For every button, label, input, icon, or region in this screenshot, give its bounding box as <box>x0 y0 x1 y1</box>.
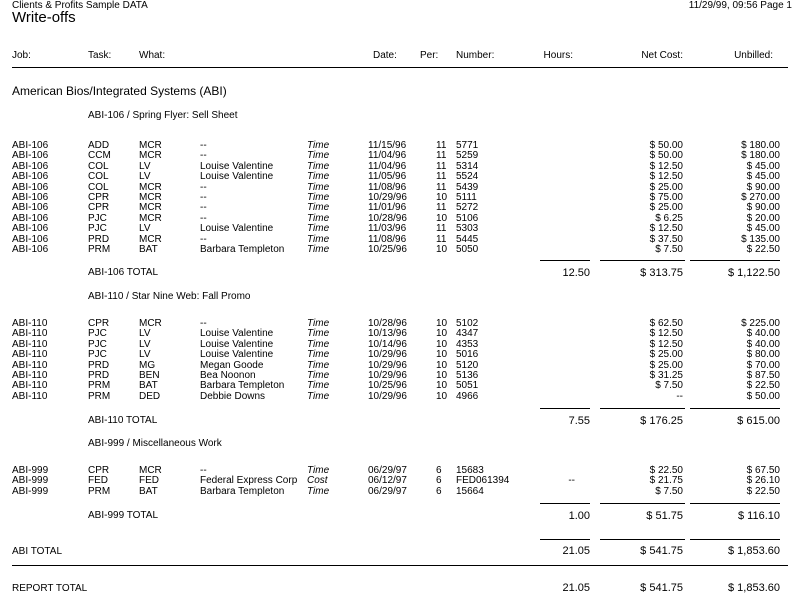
date-cell: 11/03/96 <box>368 223 407 235</box>
period-cell: 10 <box>436 212 448 224</box>
number-cell: 5524 <box>456 171 479 183</box>
number-cell: 5111 <box>456 192 477 203</box>
staff-cell: BAT <box>139 244 158 255</box>
net-cost-cell: $ 7.50 <box>655 244 683 255</box>
number-cell: 5120 <box>456 359 479 371</box>
number-cell: 15683 <box>456 465 484 476</box>
type-cell: Cost <box>307 475 328 487</box>
unbilled-cell: $ 40.00 <box>746 338 780 350</box>
total-rule-unbilled <box>690 260 780 261</box>
staff-cell: LV <box>139 171 151 183</box>
table-row <box>0 476 800 486</box>
job-cell: ABI-106 <box>12 160 49 172</box>
total-rule-hours <box>540 408 590 409</box>
job-heading: ABI-999 / Miscellaneous Work <box>88 438 222 449</box>
job-total-net: $ 313.75 <box>640 267 683 279</box>
task-cell: CPR <box>88 202 110 214</box>
description-cell: -- <box>200 181 207 193</box>
task-cell: PRM <box>88 390 111 402</box>
description-cell: -- <box>200 150 207 162</box>
col-per: Per: <box>420 50 439 61</box>
task-cell: CCM <box>88 150 111 162</box>
unbilled-cell: $ 80.00 <box>746 349 780 361</box>
client-total-rule-net <box>600 539 685 540</box>
staff-cell: MCR <box>139 233 162 245</box>
client-total-rule-unbilled <box>690 539 780 540</box>
unbilled-cell: $ 225.00 <box>741 318 780 329</box>
company-name: Clients & Profits Sample DATA <box>12 0 148 11</box>
task-cell: PJC <box>88 338 107 350</box>
date-cell: 10/29/96 <box>368 192 407 203</box>
table-row <box>0 203 800 213</box>
total-rule-net <box>600 260 685 261</box>
table-row <box>0 381 800 391</box>
client-heading: American Bios/Integrated Systems (ABI) <box>12 84 227 98</box>
period-cell: 10 <box>436 349 448 361</box>
job-total-unbilled: $ 116.10 <box>737 510 780 522</box>
description-cell: -- <box>200 202 207 214</box>
period-cell: 11 <box>436 150 447 162</box>
number-cell: 5439 <box>456 181 479 193</box>
net-cost-cell: $ 12.50 <box>649 160 683 172</box>
task-cell: COL <box>88 160 109 172</box>
job-total-hours: 7.55 <box>568 415 590 427</box>
net-cost-cell: $ 12.50 <box>649 338 683 350</box>
table-row <box>0 172 800 182</box>
staff-cell: MCR <box>139 192 162 203</box>
task-cell: PRM <box>88 380 111 392</box>
date-cell: 10/29/96 <box>368 390 407 402</box>
job-cell: ABI-106 <box>12 150 49 162</box>
job-cell: ABI-999 <box>12 485 49 497</box>
task-cell: FED <box>88 475 108 487</box>
unbilled-cell: $ 45.00 <box>746 171 780 183</box>
number-cell: 5051 <box>456 380 479 392</box>
description-cell: Bea Noonon <box>200 370 256 381</box>
number-cell: 4347 <box>456 328 479 340</box>
period-cell: 10 <box>436 380 448 392</box>
staff-cell: BAT <box>139 485 158 497</box>
description-cell: Louise Valentine <box>200 349 274 361</box>
description-cell: Megan Goode <box>200 359 264 371</box>
number-cell: 5259 <box>456 150 479 162</box>
table-row <box>0 224 800 234</box>
period-cell: 11 <box>436 140 447 151</box>
unbilled-cell: $ 67.50 <box>746 465 780 476</box>
staff-cell: MCR <box>139 202 162 214</box>
period-cell: 10 <box>436 338 448 350</box>
number-cell: 5445 <box>456 233 479 245</box>
date-cell: 10/13/96 <box>368 328 407 340</box>
unbilled-cell: $ 50.00 <box>746 390 780 402</box>
net-cost-cell: $ 7.50 <box>655 380 683 392</box>
staff-cell: BAT <box>139 380 158 392</box>
col-hours: Hours: <box>543 50 573 61</box>
task-cell: COL <box>88 171 109 183</box>
staff-cell: LV <box>139 349 151 361</box>
task-cell: PRD <box>88 370 110 381</box>
job-total-unbilled: $ 615.00 <box>737 415 780 427</box>
net-cost-cell: $ 21.75 <box>649 475 683 487</box>
task-cell: CPR <box>88 192 110 203</box>
period-cell: 6 <box>436 475 442 487</box>
description-cell: Louise Valentine <box>200 328 274 340</box>
job-cell: ABI-106 <box>12 181 49 193</box>
description-cell: Barbara Templeton <box>200 380 285 392</box>
description-cell: Debbie Downs <box>200 390 266 402</box>
date-cell: 11/15/96 <box>368 140 407 151</box>
job-cell: ABI-106 <box>12 244 49 255</box>
col-what: What: <box>139 50 166 61</box>
total-rule-unbilled <box>690 408 780 409</box>
net-cost-cell: $ 12.50 <box>649 328 683 340</box>
period-cell: 6 <box>436 485 442 497</box>
task-cell: ADD <box>88 140 110 151</box>
number-cell: 15664 <box>456 485 484 497</box>
job-cell: ABI-110 <box>12 370 48 381</box>
unbilled-cell: $ 45.00 <box>746 223 780 235</box>
date-cell: 11/04/96 <box>368 150 407 162</box>
job-cell: ABI-110 <box>12 318 48 329</box>
type-cell: Time <box>307 338 330 350</box>
net-cost-cell: -- <box>676 390 683 402</box>
total-rule-unbilled <box>690 503 780 504</box>
job-total-hours: 1.00 <box>568 510 590 522</box>
staff-cell: MCR <box>139 181 162 193</box>
period-cell: 10 <box>436 318 448 329</box>
net-cost-cell: $ 12.50 <box>649 171 683 183</box>
task-cell: COL <box>88 181 109 193</box>
job-cell: ABI-106 <box>12 140 49 151</box>
report-total-label: REPORT TOTAL <box>12 583 88 594</box>
task-cell: PJC <box>88 349 107 361</box>
job-cell: ABI-110 <box>12 380 48 392</box>
date-cell: 06/29/97 <box>368 465 407 476</box>
date-cell: 06/12/97 <box>368 475 407 487</box>
period-cell: 6 <box>436 465 442 476</box>
job-cell: ABI-106 <box>12 212 49 224</box>
job-total-hours: 12.50 <box>562 267 590 279</box>
unbilled-cell: $ 180.00 <box>741 150 780 162</box>
type-cell: Time <box>307 318 330 329</box>
unbilled-cell: $ 22.50 <box>746 380 780 392</box>
staff-cell: MCR <box>139 212 162 224</box>
net-cost-cell: $ 62.50 <box>649 318 683 329</box>
staff-cell: LV <box>139 223 151 235</box>
unbilled-cell: $ 90.00 <box>746 202 780 214</box>
date-cell: 10/14/96 <box>368 338 407 350</box>
type-cell: Time <box>307 380 330 392</box>
type-cell: Time <box>307 485 330 497</box>
date-cell: 11/08/96 <box>368 181 407 193</box>
client-total-label: ABI TOTAL <box>12 546 63 557</box>
type-cell: Time <box>307 140 330 151</box>
number-cell: 5303 <box>456 223 479 235</box>
job-cell: ABI-999 <box>12 465 49 476</box>
period-cell: 10 <box>436 359 448 371</box>
staff-cell: FED <box>139 475 159 487</box>
task-cell: CPR <box>88 318 110 329</box>
description-cell: -- <box>200 192 207 203</box>
staff-cell: BEN <box>139 370 160 381</box>
description-cell: Barbara Templeton <box>200 485 285 497</box>
staff-cell: MCR <box>139 150 162 162</box>
job-cell: ABI-110 <box>12 359 48 371</box>
col-job: Job: <box>12 50 31 61</box>
job-cell: ABI-106 <box>12 202 49 214</box>
description-cell: -- <box>200 212 207 224</box>
net-cost-cell: $ 37.50 <box>649 233 683 245</box>
number-cell: 4966 <box>456 390 479 402</box>
type-cell: Time <box>307 202 330 214</box>
total-rule-hours <box>540 503 590 504</box>
report-total-unbilled: $ 1,853.60 <box>728 582 780 594</box>
client-total-rule-hours <box>540 539 590 540</box>
table-row <box>0 350 800 360</box>
report-datetime-page: 11/29/99, 09:56 Page 1 <box>688 0 792 11</box>
unbilled-cell: $ 26.10 <box>746 475 780 487</box>
staff-cell: LV <box>139 338 151 350</box>
period-cell: 10 <box>436 244 448 255</box>
date-cell: 11/01/96 <box>368 202 407 214</box>
net-cost-cell: $ 25.00 <box>649 349 683 361</box>
type-cell: Time <box>307 192 330 203</box>
number-cell: 5136 <box>456 370 479 381</box>
date-cell: 10/25/96 <box>368 380 407 392</box>
unbilled-cell: $ 90.00 <box>746 181 780 193</box>
staff-cell: LV <box>139 160 151 172</box>
job-cell: ABI-106 <box>12 223 49 235</box>
net-cost-cell: $ 22.50 <box>649 465 683 476</box>
unbilled-cell: $ 40.00 <box>746 328 780 340</box>
total-rule-net <box>600 408 685 409</box>
staff-cell: MCR <box>139 140 162 151</box>
col-date: Date: <box>373 50 397 61</box>
description-cell: Louise Valentine <box>200 171 274 183</box>
job-cell: ABI-110 <box>12 338 48 350</box>
date-cell: 10/29/96 <box>368 349 407 361</box>
type-cell: Time <box>307 349 330 361</box>
period-cell: 11 <box>436 202 447 214</box>
description-cell: -- <box>200 465 207 476</box>
job-cell: ABI-110 <box>12 349 48 361</box>
type-cell: Time <box>307 150 330 162</box>
net-cost-cell: $ 6.25 <box>655 212 683 224</box>
task-cell: PJC <box>88 212 107 224</box>
report-total-net: $ 541.75 <box>640 582 683 594</box>
date-cell: 10/28/96 <box>368 212 407 224</box>
type-cell: Time <box>307 465 330 476</box>
unbilled-cell: $ 20.00 <box>746 212 780 224</box>
net-cost-cell: $ 25.00 <box>649 359 683 371</box>
table-row <box>0 151 800 161</box>
table-row <box>0 329 800 339</box>
number-cell: 5102 <box>456 318 479 329</box>
job-cell: ABI-110 <box>12 390 48 402</box>
unbilled-cell: $ 135.00 <box>741 233 780 245</box>
job-cell: ABI-106 <box>12 192 49 203</box>
type-cell: Time <box>307 223 330 235</box>
report-title: Write-offs <box>12 9 76 26</box>
col-number: Number: <box>456 50 495 61</box>
type-cell: Time <box>307 390 330 402</box>
date-cell: 11/08/96 <box>368 233 407 245</box>
number-cell: 5272 <box>456 202 479 214</box>
type-cell: Time <box>307 160 330 172</box>
net-cost-cell: $ 50.00 <box>649 150 683 162</box>
hours-cell: -- <box>568 475 575 487</box>
number-cell: 4353 <box>456 338 479 350</box>
task-cell: CPR <box>88 465 110 476</box>
type-cell: Time <box>307 233 330 245</box>
period-cell: 11 <box>436 181 447 193</box>
job-total-net: $ 51.75 <box>646 510 683 522</box>
type-cell: Time <box>307 359 330 371</box>
number-cell: FED061394 <box>456 475 510 487</box>
client-total-unbilled: $ 1,853.60 <box>728 545 780 557</box>
period-cell: 11 <box>436 171 447 183</box>
col-unbilled: Unbilled: <box>734 50 773 61</box>
staff-cell: LV <box>139 328 151 340</box>
type-cell: Time <box>307 370 330 381</box>
period-cell: 10 <box>436 390 448 402</box>
header-rule <box>12 67 788 68</box>
report-total-hours: 21.05 <box>562 582 590 594</box>
table-row <box>0 392 800 402</box>
net-cost-cell: $ 50.00 <box>649 140 683 151</box>
date-cell: 11/04/96 <box>368 160 407 172</box>
description-cell: -- <box>200 233 207 245</box>
date-cell: 11/05/96 <box>368 171 407 183</box>
period-cell: 10 <box>436 192 448 203</box>
job-total-unbilled: $ 1,122.50 <box>728 267 780 279</box>
description-cell: Federal Express Corp <box>200 475 298 487</box>
type-cell: Time <box>307 171 330 183</box>
net-cost-cell: $ 12.50 <box>649 223 683 235</box>
type-cell: Time <box>307 212 330 224</box>
period-cell: 11 <box>436 160 447 172</box>
number-cell: 5771 <box>456 140 479 151</box>
task-cell: PRM <box>88 244 111 255</box>
unbilled-cell: $ 22.50 <box>746 244 780 255</box>
task-cell: PJC <box>88 223 107 235</box>
job-total-label: ABI-110 TOTAL <box>88 415 158 426</box>
task-cell: PJC <box>88 328 107 340</box>
staff-cell: MCR <box>139 318 162 329</box>
description-cell: Louise Valentine <box>200 338 274 350</box>
job-heading: ABI-110 / Star Nine Web: Fall Promo <box>88 291 251 302</box>
unbilled-cell: $ 87.50 <box>746 370 780 381</box>
description-cell: Barbara Templeton <box>200 244 285 255</box>
date-cell: 10/28/96 <box>368 318 407 329</box>
job-cell: ABI-106 <box>12 233 49 245</box>
unbilled-cell: $ 270.00 <box>741 192 780 203</box>
net-cost-cell: $ 7.50 <box>655 485 683 497</box>
date-cell: 10/25/96 <box>368 244 407 255</box>
table-row <box>0 487 800 497</box>
net-cost-cell: $ 25.00 <box>649 181 683 193</box>
number-cell: 5016 <box>456 349 479 361</box>
date-cell: 10/29/96 <box>368 370 407 381</box>
net-cost-cell: $ 31.25 <box>649 370 683 381</box>
number-cell: 5314 <box>456 160 479 172</box>
task-cell: PRM <box>88 485 111 497</box>
period-cell: 11 <box>436 223 447 235</box>
number-cell: 5106 <box>456 212 479 224</box>
client-total-net: $ 541.75 <box>640 545 683 557</box>
date-cell: 10/29/96 <box>368 359 407 371</box>
table-row <box>0 245 800 255</box>
period-cell: 10 <box>436 328 448 340</box>
unbilled-cell: $ 70.00 <box>746 359 780 371</box>
staff-cell: DED <box>139 390 161 402</box>
job-cell: ABI-110 <box>12 328 48 340</box>
date-cell: 06/29/97 <box>368 485 407 497</box>
total-rule-net <box>600 503 685 504</box>
job-cell: ABI-999 <box>12 475 49 487</box>
job-total-net: $ 176.25 <box>640 415 683 427</box>
description-cell: Louise Valentine <box>200 223 274 235</box>
unbilled-cell: $ 22.50 <box>746 485 780 497</box>
number-cell: 5050 <box>456 244 479 255</box>
staff-cell: MG <box>139 359 156 371</box>
description-cell: -- <box>200 140 207 151</box>
description-cell: Louise Valentine <box>200 160 274 172</box>
job-total-label: ABI-106 TOTAL <box>88 267 159 278</box>
job-cell: ABI-106 <box>12 171 49 183</box>
task-cell: PRD <box>88 359 110 371</box>
unbilled-cell: $ 180.00 <box>741 140 780 151</box>
type-cell: Time <box>307 328 330 340</box>
description-cell: -- <box>200 318 207 329</box>
task-cell: PRD <box>88 233 110 245</box>
type-cell: Time <box>307 181 330 193</box>
staff-cell: MCR <box>139 465 162 476</box>
type-cell: Time <box>307 244 330 255</box>
client-total-hours: 21.05 <box>562 545 590 557</box>
total-rule-hours <box>540 260 590 261</box>
col-task: Task: <box>88 50 112 61</box>
net-cost-cell: $ 25.00 <box>649 202 683 214</box>
period-cell: 11 <box>436 233 447 245</box>
job-total-label: ABI-999 TOTAL <box>88 510 159 521</box>
col-net-cost: Net Cost: <box>641 50 683 61</box>
report-total-rule <box>12 565 788 566</box>
unbilled-cell: $ 45.00 <box>746 160 780 172</box>
period-cell: 10 <box>436 370 448 381</box>
net-cost-cell: $ 75.00 <box>649 192 683 203</box>
job-heading: ABI-106 / Spring Flyer: Sell Sheet <box>88 110 238 121</box>
